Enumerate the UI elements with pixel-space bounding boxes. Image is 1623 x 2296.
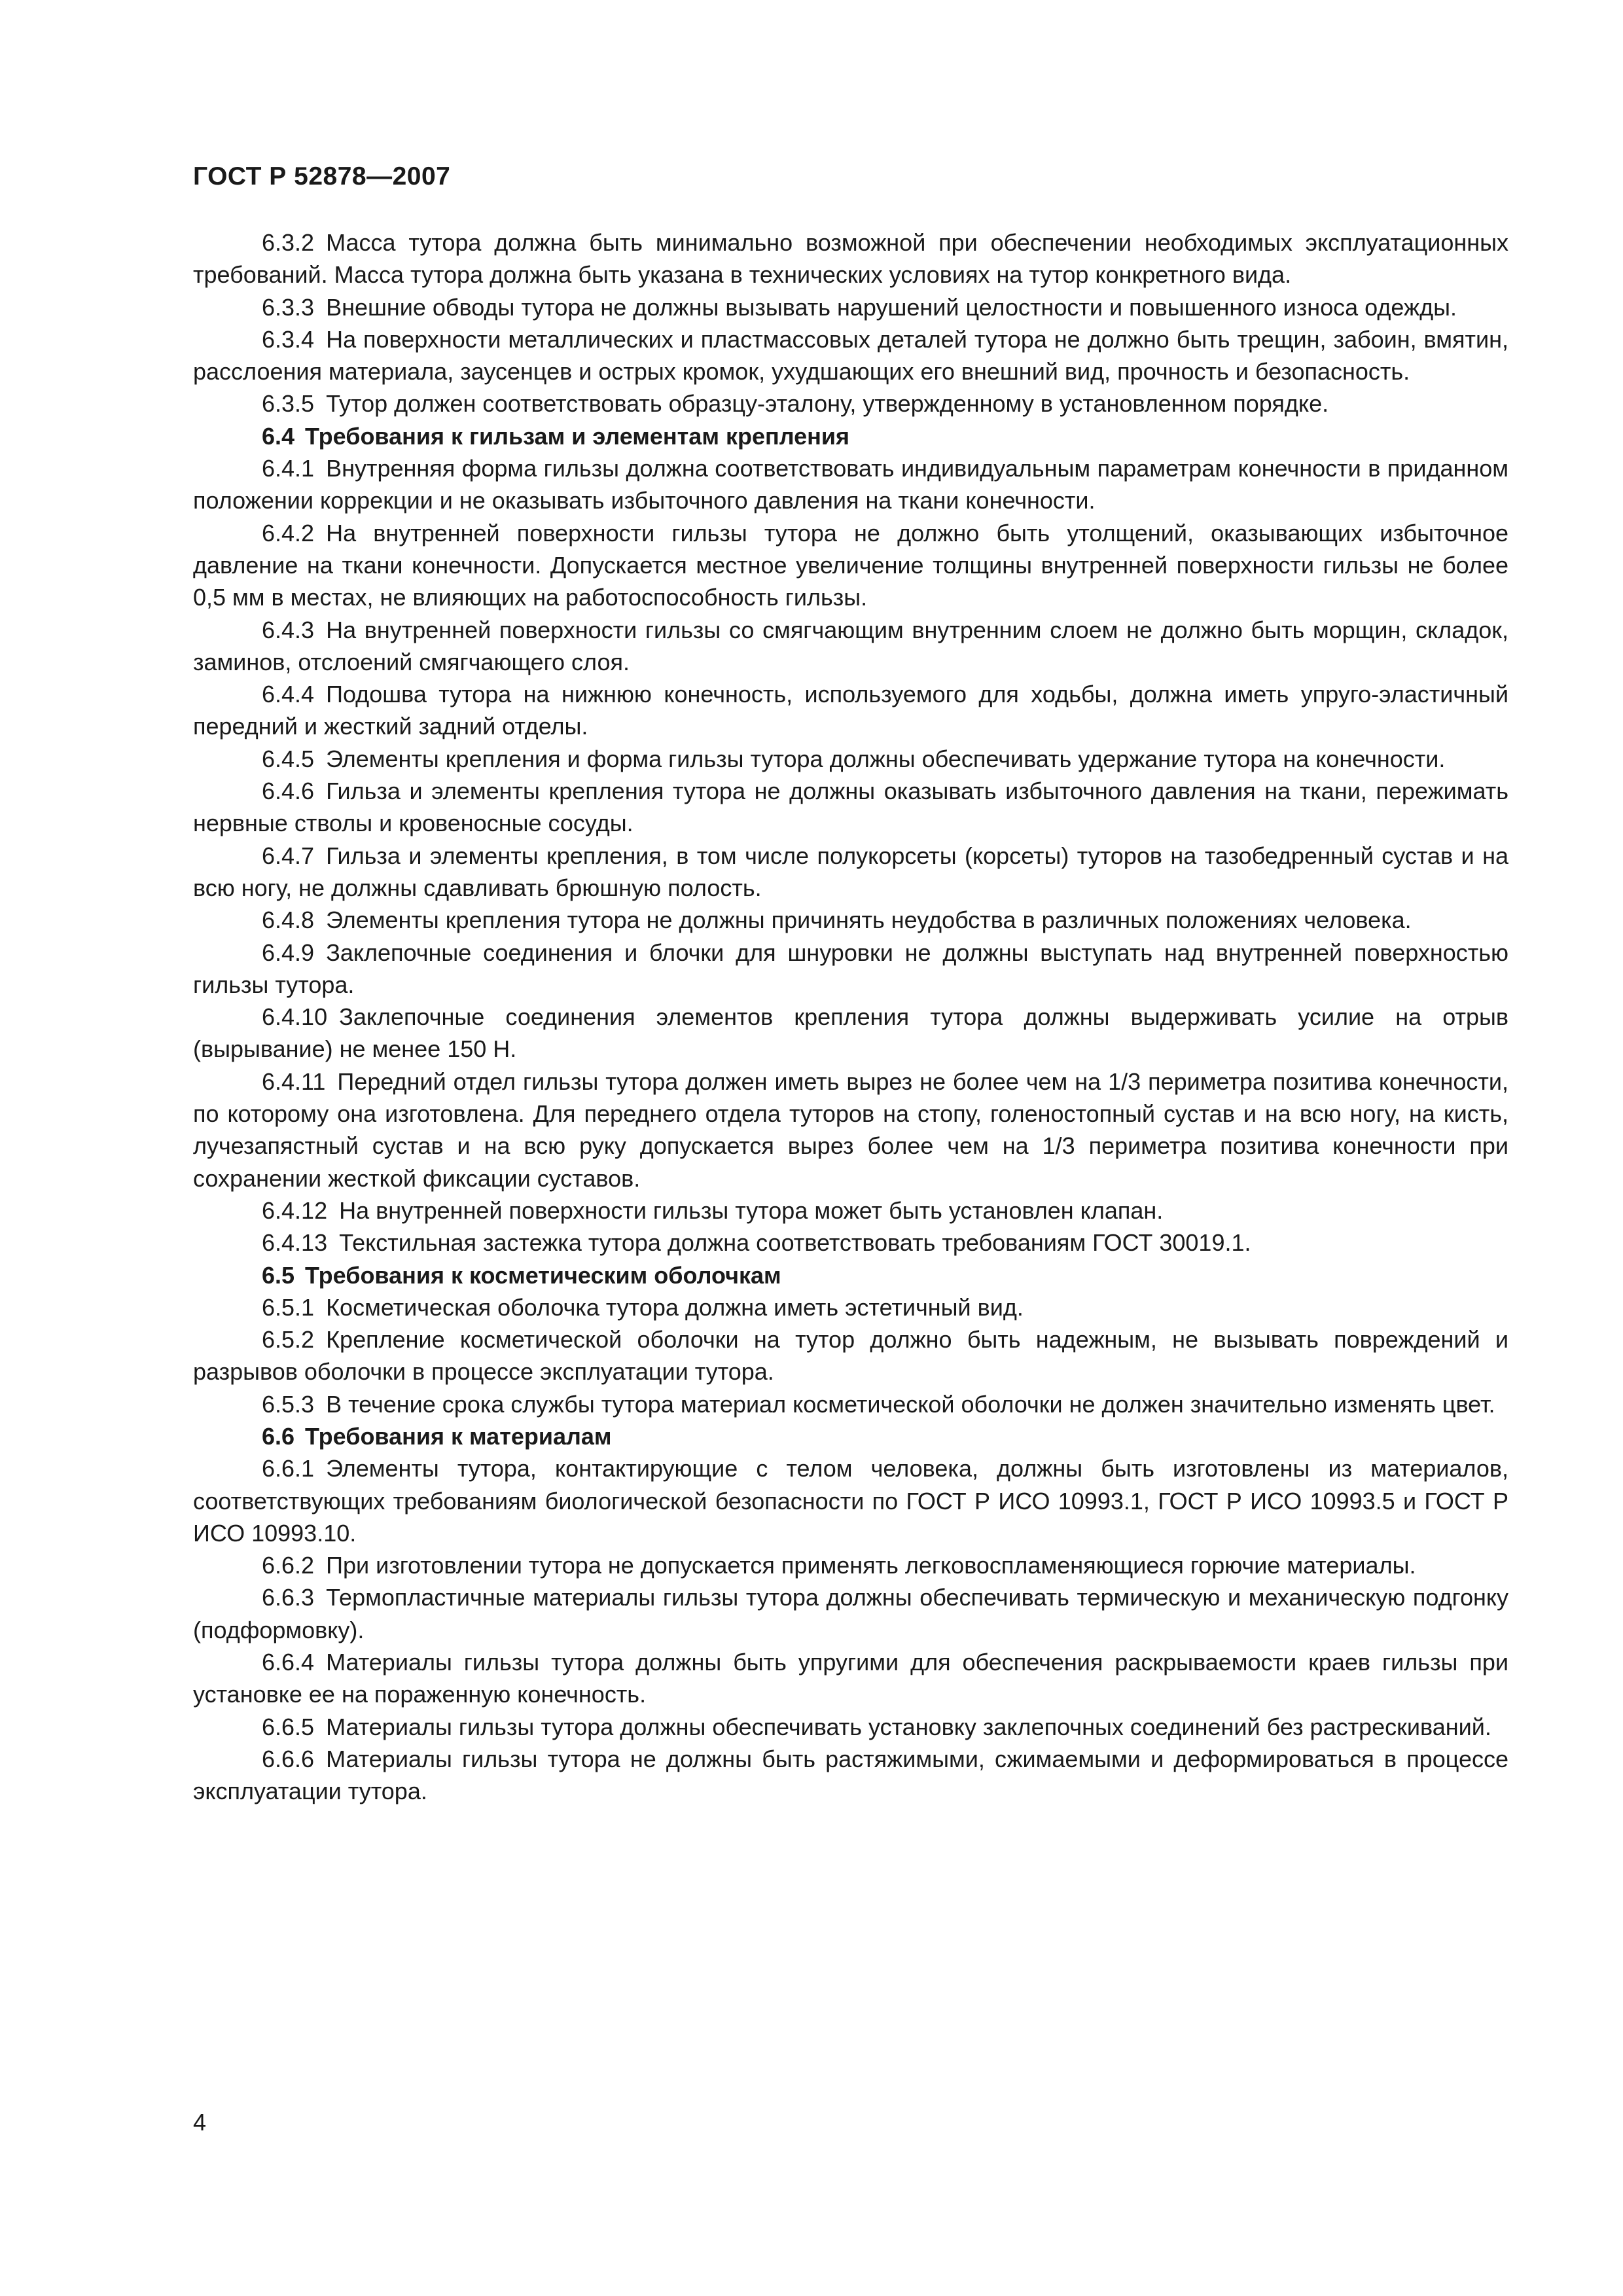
clause-text: Гильза и элементы крепления, в том числе полукорсеты (корсеты) туторов на тазобедренный сустав и на всю ногу, не должны сдавливать брюшную полость. [193, 842, 1508, 901]
clause-6-6-2 [193, 1549, 1508, 1581]
clause-number: 6.4.3 [262, 616, 315, 643]
section-title: Требования к материалам [305, 1422, 612, 1450]
clause-6-6-4 [193, 1646, 1508, 1711]
clause-text: Внешние обводы тутора не должны вызывать нарушений целостности и повышенного износа одежды. [326, 293, 1457, 321]
clause-number: 6.4.9 [262, 939, 315, 966]
clause-number: 6.6.4 [262, 1649, 315, 1676]
clause-text: Термопластичные материалы гильзы тутора должны обеспечивать термическую и механическую подгонку (подформовку). [193, 1584, 1508, 1643]
clause-6-6-1 [193, 1452, 1508, 1549]
clause-6-3-2 [193, 226, 1508, 291]
clause-number: 6.6.1 [262, 1455, 315, 1482]
clause-6-4-10 [193, 1001, 1508, 1066]
clause-text: При изготовлении тутора не допускается применять легковоспламеняющиеся горючие материалы. [326, 1552, 1416, 1579]
clause-number: 6.4.12 [262, 1196, 328, 1224]
clause-number: 6.3.5 [262, 390, 315, 418]
clause-6-5-1 [193, 1291, 1508, 1323]
clause-6-6-6 [193, 1743, 1508, 1808]
clause-6-4-4 [193, 678, 1508, 743]
clause-text: На внутренней поверхности гильзы тутора может быть установлен клапан. [339, 1196, 1164, 1224]
clause-number: 6.4.2 [262, 519, 315, 547]
clause-number: 6.6.3 [262, 1584, 315, 1611]
page-number: 4 [193, 2109, 207, 2136]
clause-number: 6.6.2 [262, 1552, 315, 1579]
document-body [193, 226, 1508, 1808]
clause-text: Тутор должен соответствовать образцу-эталону, утвержденному в установленном порядке. [326, 390, 1329, 418]
clause-number: 6.4.6 [262, 778, 315, 805]
clause-number: 6.3.4 [262, 325, 315, 353]
section-title: Требования к косметическим оболочкам [305, 1261, 781, 1289]
clause-text: Материалы гильзы тутора должны обеспечивать установку заклепочных соединений без растрескиваний. [326, 1713, 1491, 1740]
clause-6-6-5 [193, 1711, 1508, 1743]
clause-6-4-13 [193, 1227, 1508, 1259]
clause-6-4-6 [193, 775, 1508, 840]
clause-number: 6.4.1 [262, 455, 315, 482]
clause-number: 6.4.4 [262, 681, 315, 708]
clause-6-3-4 [193, 323, 1508, 388]
clause-6-6-3 [193, 1581, 1508, 1646]
clause-6-4-8 [193, 904, 1508, 936]
clause-text: Внутренняя форма гильзы должна соответствовать индивидуальным параметрам конечности в приданном положении коррекции и не оказывать избыточного давления на ткани конечности. [193, 455, 1508, 514]
clause-number: 6.4.13 [262, 1229, 328, 1257]
clause-number: 6.4.11 [262, 1067, 326, 1095]
clause-number: 6.4.5 [262, 745, 315, 772]
clause-number: 6.5.2 [262, 1326, 315, 1354]
clause-text: Передний отдел гильзы тутора должен иметь вырез не более чем на 1/3 периметра позитива конечности, по которому она изготовлена. Для переднего отдела туторов на стопу, голеностопный сустав и на всю ногу, на кисть, лучезапястный сустав и на всю руку допускается вырез более чем на 1/3 периметра позитива конечности при сохранении жесткой фиксации суставов. [193, 1067, 1508, 1192]
clause-text: Подошва тутора на нижнюю конечность, используемого для ходьбы, должна иметь упруго-эластичный передний и жесткий задний отделы. [193, 681, 1508, 740]
clause-6-3-5 [193, 387, 1508, 420]
clause-6-4-5 [193, 743, 1508, 775]
section-number: 6.5 [262, 1261, 295, 1289]
clause-6-4-1 [193, 452, 1508, 517]
clause-number: 6.4.7 [262, 842, 315, 869]
clause-number: 6.5.3 [262, 1390, 315, 1418]
clause-number: 6.3.3 [262, 293, 315, 321]
clause-number: 6.3.2 [262, 229, 315, 256]
clause-number: 6.6.6 [262, 1745, 315, 1772]
clause-6-4-7 [193, 840, 1508, 905]
section-number: 6.4 [262, 422, 295, 450]
clause-text: Материалы гильзы тутора должны быть упругими для обеспечения раскрываемости краев гильзы при установке ее на пораженную конечность. [193, 1649, 1508, 1708]
clause-text: Текстильная застежка тутора должна соответствовать требованиям ГОСТ 30019.1. [339, 1229, 1251, 1257]
clause-number: 6.4.8 [262, 906, 315, 934]
clause-text: На внутренней поверхности гильзы тутора не должно быть утолщений, оказывающих избыточное давление на ткани конечности. Допускается местное увеличение толщины внутренней поверхности гильзы не более 0,5 мм в местах, не влияющих на работоспособность гильзы. [193, 519, 1508, 611]
clause-text: Крепление косметической оболочки на тутор должно быть надежным, не вызывать повреждений и разрывов оболочки в процессе эксплуатации тутора. [193, 1326, 1508, 1386]
clause-6-4-3 [193, 614, 1508, 679]
clause-text: Гильза и элементы крепления тутора не должны оказывать избыточного давления на ткани, пережимать нервные стволы и кровеносные сосуды. [193, 778, 1508, 837]
clause-text: Заклепочные соединения элементов крепления тутора должны выдерживать усилие на отрыв (вырывание) не менее 150 Н. [193, 1003, 1508, 1063]
clause-text: На внутренней поверхности гильзы со смягчающим внутренним слоем не должно быть морщин, складок, заминов, отслоений смягчающего слоя. [193, 616, 1508, 675]
clause-text: Элементы крепления и форма гильзы тутора должны обеспечивать удержание тутора на конечности. [326, 745, 1446, 772]
clause-text: Элементы крепления тутора не должны причинять неудобства в различных положениях человека. [326, 906, 1412, 934]
clause-text: Элементы тутора, контактирующие с телом человека, должны быть изготовлены из материалов, соответствующих требованиям биологической безопасности по ГОСТ Р ИСО 10993.1, ГОСТ Р ИСО 10993.5 и ГОСТ Р ИСО 10993.10. [193, 1455, 1508, 1547]
clause-6-5-2 [193, 1323, 1508, 1388]
clause-text: Косметическая оболочка тутора должна иметь эстетичный вид. [326, 1293, 1024, 1321]
section-heading-6-4 [193, 420, 1508, 452]
section-heading-6-6 [193, 1420, 1508, 1452]
clause-number: 6.6.5 [262, 1713, 315, 1740]
clause-6-3-3 [193, 291, 1508, 323]
section-heading-6-5 [193, 1259, 1508, 1291]
clause-6-5-3 [193, 1388, 1508, 1420]
clause-text: В течение срока службы тутора материал косметической оболочки не должен значительно изменять цвет. [326, 1390, 1495, 1418]
clause-6-4-9 [193, 937, 1508, 1001]
clause-6-4-2 [193, 517, 1508, 614]
clause-text: Материалы гильзы тутора не должны быть растяжимыми, сжимаемыми и деформироваться в процессе эксплуатации тутора. [193, 1745, 1508, 1805]
clause-6-4-12 [193, 1194, 1508, 1227]
section-number: 6.6 [262, 1422, 295, 1450]
clause-number: 6.5.1 [262, 1293, 315, 1321]
section-title: Требования к гильзам и элементам крепления [305, 422, 850, 450]
clause-number: 6.4.10 [262, 1003, 328, 1031]
clause-text: Масса тутора должна быть минимально возможной при обеспечении необходимых эксплуатационных требований. Масса тутора должна быть указана в технических условиях на тутор конкретного вида. [193, 229, 1508, 289]
clause-text: Заклепочные соединения и блочки для шнуровки не должны выступать над внутренней поверхностью гильзы тутора. [193, 939, 1508, 998]
document-header: ГОСТ Р 52878—2007 [193, 162, 451, 190]
clause-6-4-11 [193, 1066, 1508, 1194]
clause-text: На поверхности металлических и пластмассовых деталей тутора не должно быть трещин, забоин, вмятин, расслоения материала, заусенцев и острых кромок, ухудшающих его внешний вид, прочность и безопасность. [193, 325, 1508, 386]
